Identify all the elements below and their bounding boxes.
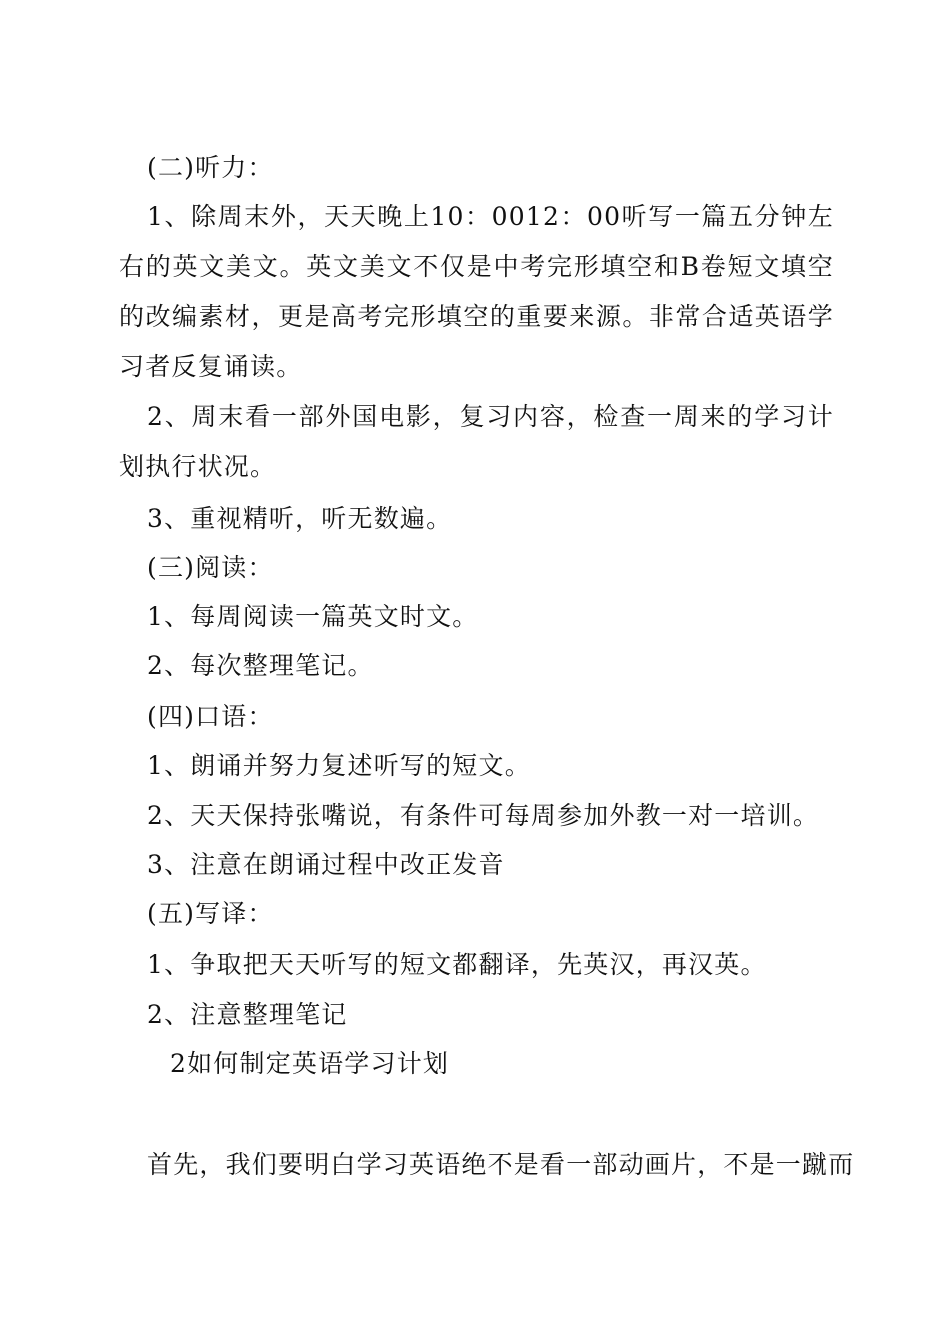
section-heading-speaking: (四)口语：: [147, 702, 274, 731]
writing-item-2: 2、注意整理笔记: [147, 1000, 348, 1029]
section-title: 2如何制定英语学习计划: [170, 1049, 450, 1078]
section-heading-listening: (二)听力：: [147, 153, 274, 182]
reading-item-1: 1、每周阅读一篇英文时文。: [147, 602, 479, 631]
speaking-item-3: 3、注意在朗诵过程中改正发音: [147, 850, 505, 879]
section-heading-reading: (三)阅读：: [147, 553, 274, 582]
listening-item-3: 3、重视精听，听无数遍。: [147, 504, 453, 533]
reading-item-2: 2、每次整理笔记。: [147, 651, 374, 680]
writing-item-1: 1、争取把天天听写的短文都翻译，先英汉，再汉英。: [147, 950, 767, 979]
speaking-item-1: 1、朗诵并努力复述听写的短文。: [147, 751, 531, 780]
listening-item-2: 2、周末看一部外国电影，复习内容，检查一周来的学习计划执行状况。: [119, 402, 834, 481]
listening-item-1: 1、除周末外，天天晚上10：0012：00听写一篇五分钟左右的英文美文。英文美文不仅是中考完形填空和B卷短文填空的改编素材，更是高考完形填空的重要来源。非常合适英语学习者反复诵读。: [119, 202, 834, 381]
speaking-item-2: 2、天天保持张嘴说，有条件可每周参加外教一对一培训。: [147, 801, 820, 830]
closing-paragraph: 首先，我们要明白学习英语绝不是看一部动画片，不是一蹴而: [147, 1150, 855, 1179]
section-heading-writing: (五)写译：: [147, 899, 274, 928]
